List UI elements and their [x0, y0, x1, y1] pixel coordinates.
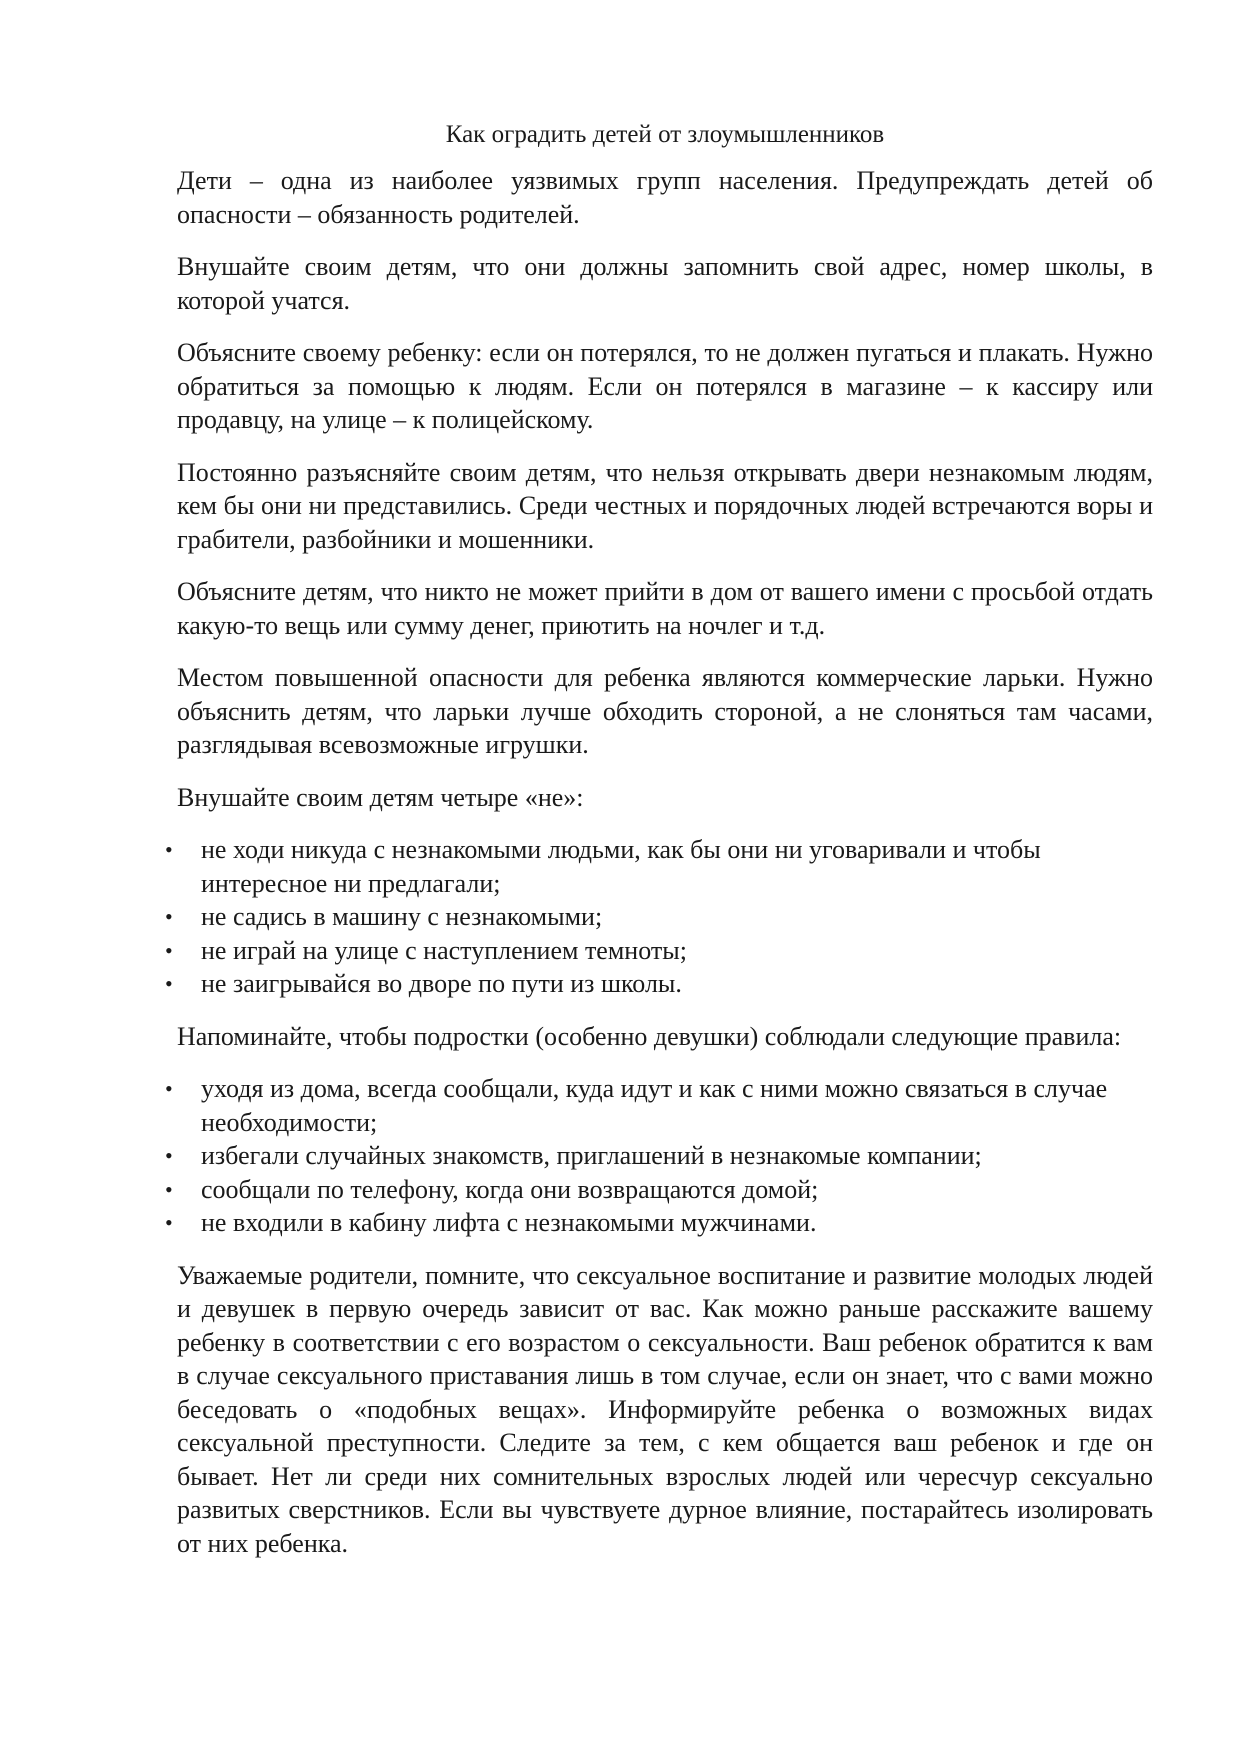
paragraph-doors: Постоянно разъясняйте своим детям, что нельзя открывать двери незнакомым людям, кем бы они ни представились. Среди честных и порядочных людей встречаются воры и грабители, разбойники и мошенники.: [177, 457, 1153, 554]
teen-rules-intro: Напоминайте, чтобы подростки (особенно девушки) соблюдали следующие правила:: [177, 1021, 1122, 1051]
list-item-text: уходя из дома, всегда сообщали, куда идут и как с ними можно связаться в случае необходимости;: [201, 1074, 1108, 1137]
bullet-icon: •: [165, 937, 173, 963]
list-item: [165, 1072, 1153, 1139]
four-no-list: [165, 833, 1153, 1001]
list-item-text: сообщали по телефону, когда они возвращаются домой;: [201, 1174, 819, 1204]
bullet-icon: •: [165, 1176, 173, 1202]
four-no-intro: Внушайте своим детям четыре «не»:: [177, 782, 584, 812]
list-item: [165, 967, 1153, 1001]
bullet-icon: •: [165, 1076, 173, 1101]
paragraph-kiosks: Местом повышенной опасности для ребенка являются коммерческие ларьки. Нужно объяснить детям, что ларьки лучше обходить стороной, а не слоняться там часами, разглядывая всевозможные игрушки.: [177, 663, 1153, 759]
bullet-icon: •: [165, 971, 173, 996]
paragraph-address: Внушайте своим детям, что они должны запомнить свой адрес, номер школы, в которой учатся.: [177, 252, 1153, 315]
paragraph-lost-child: Объясните своему ребенку: если он потерялся, то не должен пугаться и плакать. Нужно обратиться за помощью к людям. Если он потерялся в магазине – к кассиру или продавцу, на улице – к полицейскому.: [177, 338, 1153, 434]
bullet-icon: •: [165, 1210, 173, 1235]
list-item-text: не ходи никуда с незнакомыми людьми, как бы они ни уговаривали и чтобы интересное ни предлагали;: [201, 835, 1041, 898]
list-item-text: избегали случайных знакомств, приглашений в незнакомые компании;: [201, 1141, 982, 1170]
paragraph-strangers-name: Объясните детям, что никто не может прийти в дом от вашего имени с просьбой отдать какую-то вещь или сумму денег, приютить на ночлег и т.д.: [177, 577, 1153, 640]
paragraph-closing: Уважаемые родители, помните, что сексуальное воспитание и развитие молодых людей и девушек в первую очередь зависит от вас. Как можно раньше расскажите вашему ребенку в соответствии с его возрастом о сексуальности. Ваш ребенок обратится к вам в случае сексуального приставания лишь в том случае, если он знает, что с вами можно беседовать о «подобных вещах». Информируйте ребенка о возможных видах сексуальной преступности. Следите за тем, с кем общается ваш ребенок и где он бывает. Нет ли среди них сомнительных взрослых людей или чересчур сексуально развитых сверстников. Если вы чувствуете дурное влияние, постарайтесь изолировать от них ребенка.: [177, 1260, 1153, 1558]
list-item-text: не заигрывайся во дворе по пути из школы.: [201, 969, 682, 998]
document-title: Как оградить детей от злоумышленников: [445, 121, 885, 148]
paragraph-intro: Дети – одна из наиболее уязвимых групп населения. Предупреждать детей об опасности – обязанность родителей.: [177, 166, 1153, 229]
list-item: [165, 833, 1153, 900]
bullet-icon: •: [165, 837, 173, 862]
list-item: [165, 1139, 1153, 1173]
list-item: [165, 934, 1153, 968]
list-item: [165, 900, 1153, 934]
bullet-icon: •: [165, 904, 173, 929]
document-page: [165, 118, 1153, 1579]
list-item: [165, 1206, 1153, 1240]
teen-rules-list: [165, 1072, 1153, 1240]
list-item-text: не садись в машину с незнакомыми;: [201, 902, 603, 931]
bullet-icon: •: [165, 1143, 173, 1168]
list-item: [165, 1173, 1153, 1207]
list-item-text: не входили в кабину лифта с незнакомыми мужчинами.: [201, 1208, 817, 1237]
list-item-text: не играй на улице с наступлением темноты;: [201, 935, 687, 965]
